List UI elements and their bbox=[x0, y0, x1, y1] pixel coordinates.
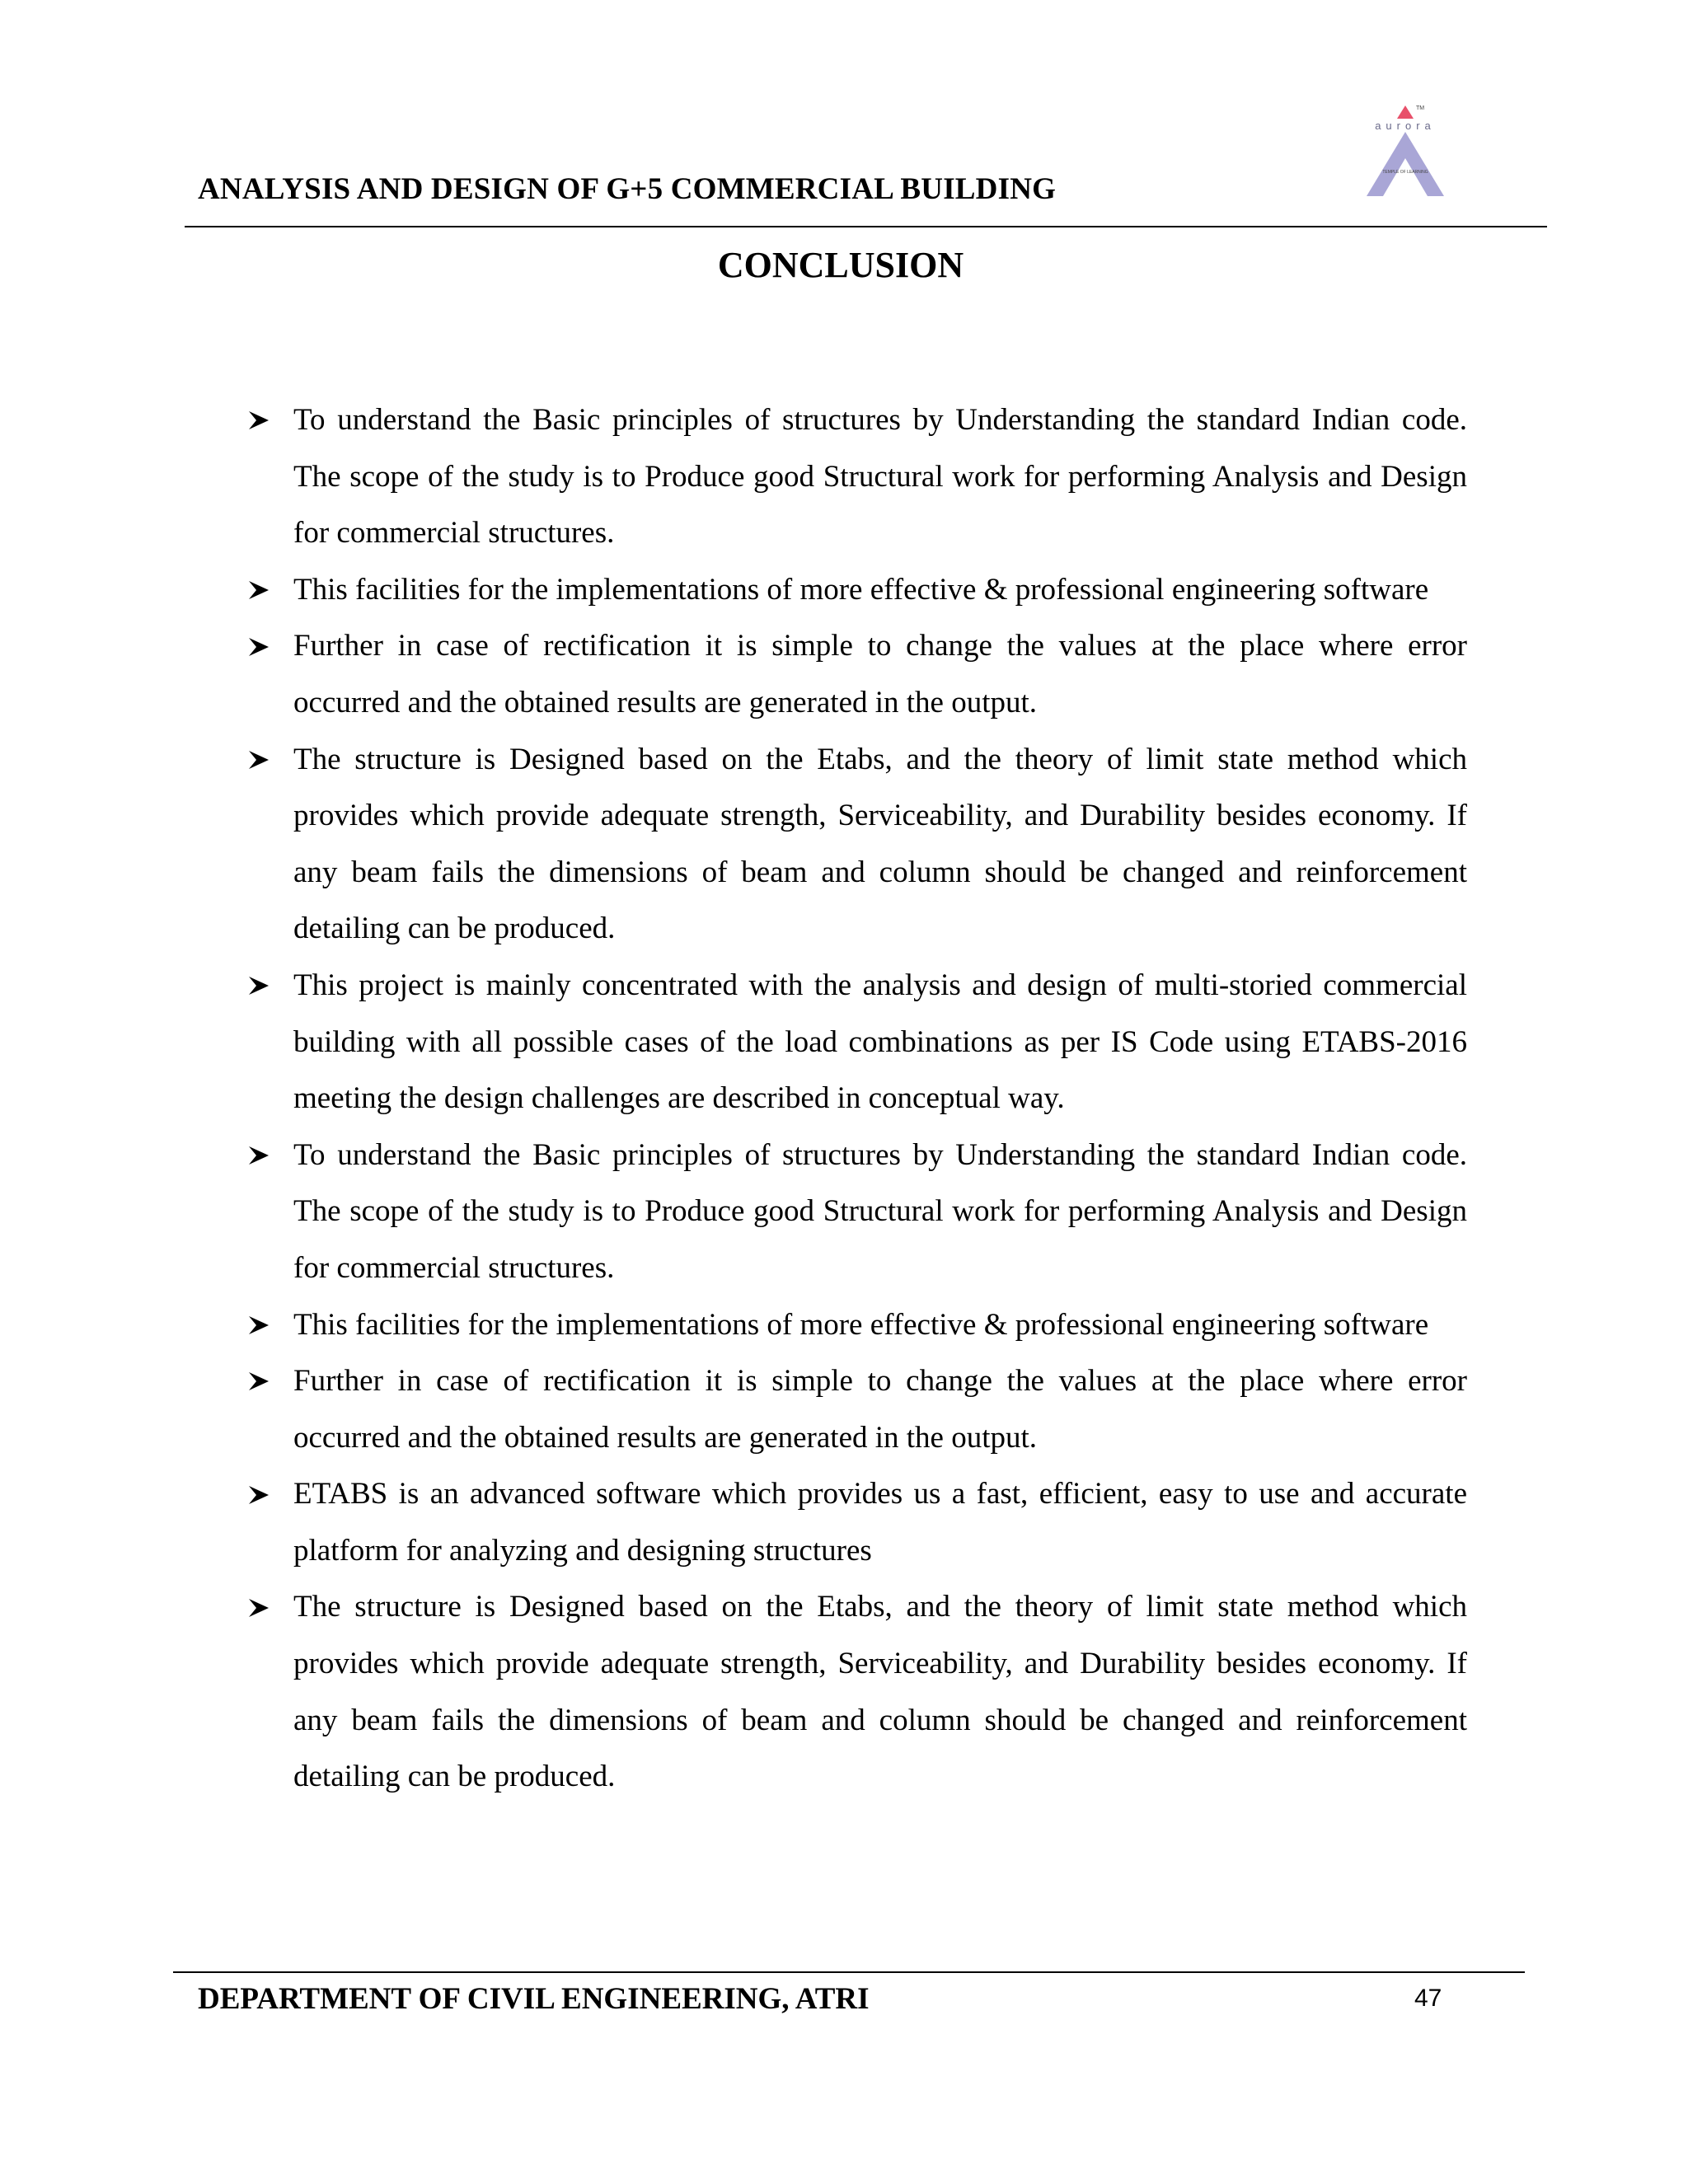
page-number: 47 bbox=[1414, 1985, 1442, 2012]
aurora-temple-logo-icon bbox=[1352, 102, 1459, 199]
arrowhead-bullet-icon bbox=[247, 562, 272, 619]
logo-tagline: TEMPLE OF LEARNING bbox=[1382, 170, 1428, 175]
running-header-title: ANALYSIS AND DESIGN OF G+5 COMMERCIAL BUILDING bbox=[198, 172, 1057, 206]
conclusion-bullet-item bbox=[247, 618, 1467, 731]
conclusion-bullet-item bbox=[247, 392, 1467, 562]
bullet-text: To understand the Basic principles of structures by Understanding the standard Indian code. The scope of the study is to Produce good Structural work for performing Analysis and Design for commercial structures. bbox=[293, 403, 1467, 551]
bullet-text: To understand the Basic principles of structures by Understanding the standard Indian code. The scope of the study is to Produce good Structural work for performing Analysis and Design for commercial structures. bbox=[293, 1137, 1467, 1285]
arrowhead-bullet-icon bbox=[247, 732, 272, 789]
conclusion-bullet-item bbox=[247, 1579, 1467, 1805]
bullet-text: This project is mainly concentrated with the analysis and design of multi-storied commercial building with all possible cases of the load combinations as per IS Code using ETABS-2016 meeting the design challenges are described in conceptual way. bbox=[293, 968, 1467, 1116]
logo-trademark: TM bbox=[1416, 105, 1425, 111]
bullet-text: The structure is Designed based on the Etabs, and the theory of limit state method which provides which provide adequate strength, Serviceability, and Durability besides economy. If any beam fails the dimensions of beam and column should be changed and reinforcement detailing can be produced. bbox=[293, 742, 1467, 946]
section-title: CONCLUSION bbox=[717, 245, 964, 285]
conclusion-bullet-item bbox=[247, 562, 1467, 619]
bullet-text: This facilities for the implementations of more effective & professional engineering software bbox=[293, 572, 1429, 607]
conclusion-bullet-item bbox=[247, 1353, 1467, 1466]
arrowhead-bullet-icon bbox=[247, 1466, 272, 1523]
bullet-text: The structure is Designed based on the Etabs, and the theory of limit state method which provides which provide adequate strength, Serviceability, and Durability besides economy. If any beam fails the dimensions of beam and column should be changed and reinforcement detailing can be produced. bbox=[293, 1590, 1467, 1794]
arrowhead-bullet-icon bbox=[247, 618, 272, 675]
arrowhead-bullet-icon bbox=[247, 392, 272, 449]
bullet-text: ETABS is an advanced software which provides us a fast, efficient, easy to use and accurate platform for analyzing and designing structures bbox=[293, 1477, 1467, 1568]
arrowhead-bullet-icon bbox=[247, 1297, 272, 1354]
arrowhead-bullet-icon bbox=[247, 1127, 272, 1184]
bullet-text: Further in case of rectification it is simple to change the values at the place where error occurred and the obtained results are generated in the output. bbox=[293, 629, 1467, 719]
conclusion-bullet-item bbox=[247, 1297, 1467, 1354]
bullet-text: Further in case of rectification it is simple to change the values at the place where error occurred and the obtained results are generated in the output. bbox=[293, 1364, 1467, 1455]
logo-brand-text: aurora bbox=[1375, 120, 1436, 132]
footer-department: DEPARTMENT OF CIVIL ENGINEERING, ATRI bbox=[198, 1982, 870, 2016]
arrowhead-bullet-icon bbox=[247, 958, 272, 1015]
arrowhead-bullet-icon bbox=[247, 1579, 272, 1636]
footer-divider bbox=[173, 1971, 1525, 1973]
header-divider bbox=[185, 226, 1547, 227]
conclusion-bullet-item bbox=[247, 732, 1467, 958]
conclusion-bullet-item bbox=[247, 958, 1467, 1127]
bullet-text: This facilities for the implementations of more effective & professional engineering software bbox=[293, 1307, 1429, 1342]
conclusion-bullet-item bbox=[247, 1127, 1467, 1297]
arrowhead-bullet-icon bbox=[247, 1353, 272, 1410]
conclusion-bullet-item bbox=[247, 1466, 1467, 1579]
conclusion-bullet-list bbox=[247, 392, 1467, 1806]
